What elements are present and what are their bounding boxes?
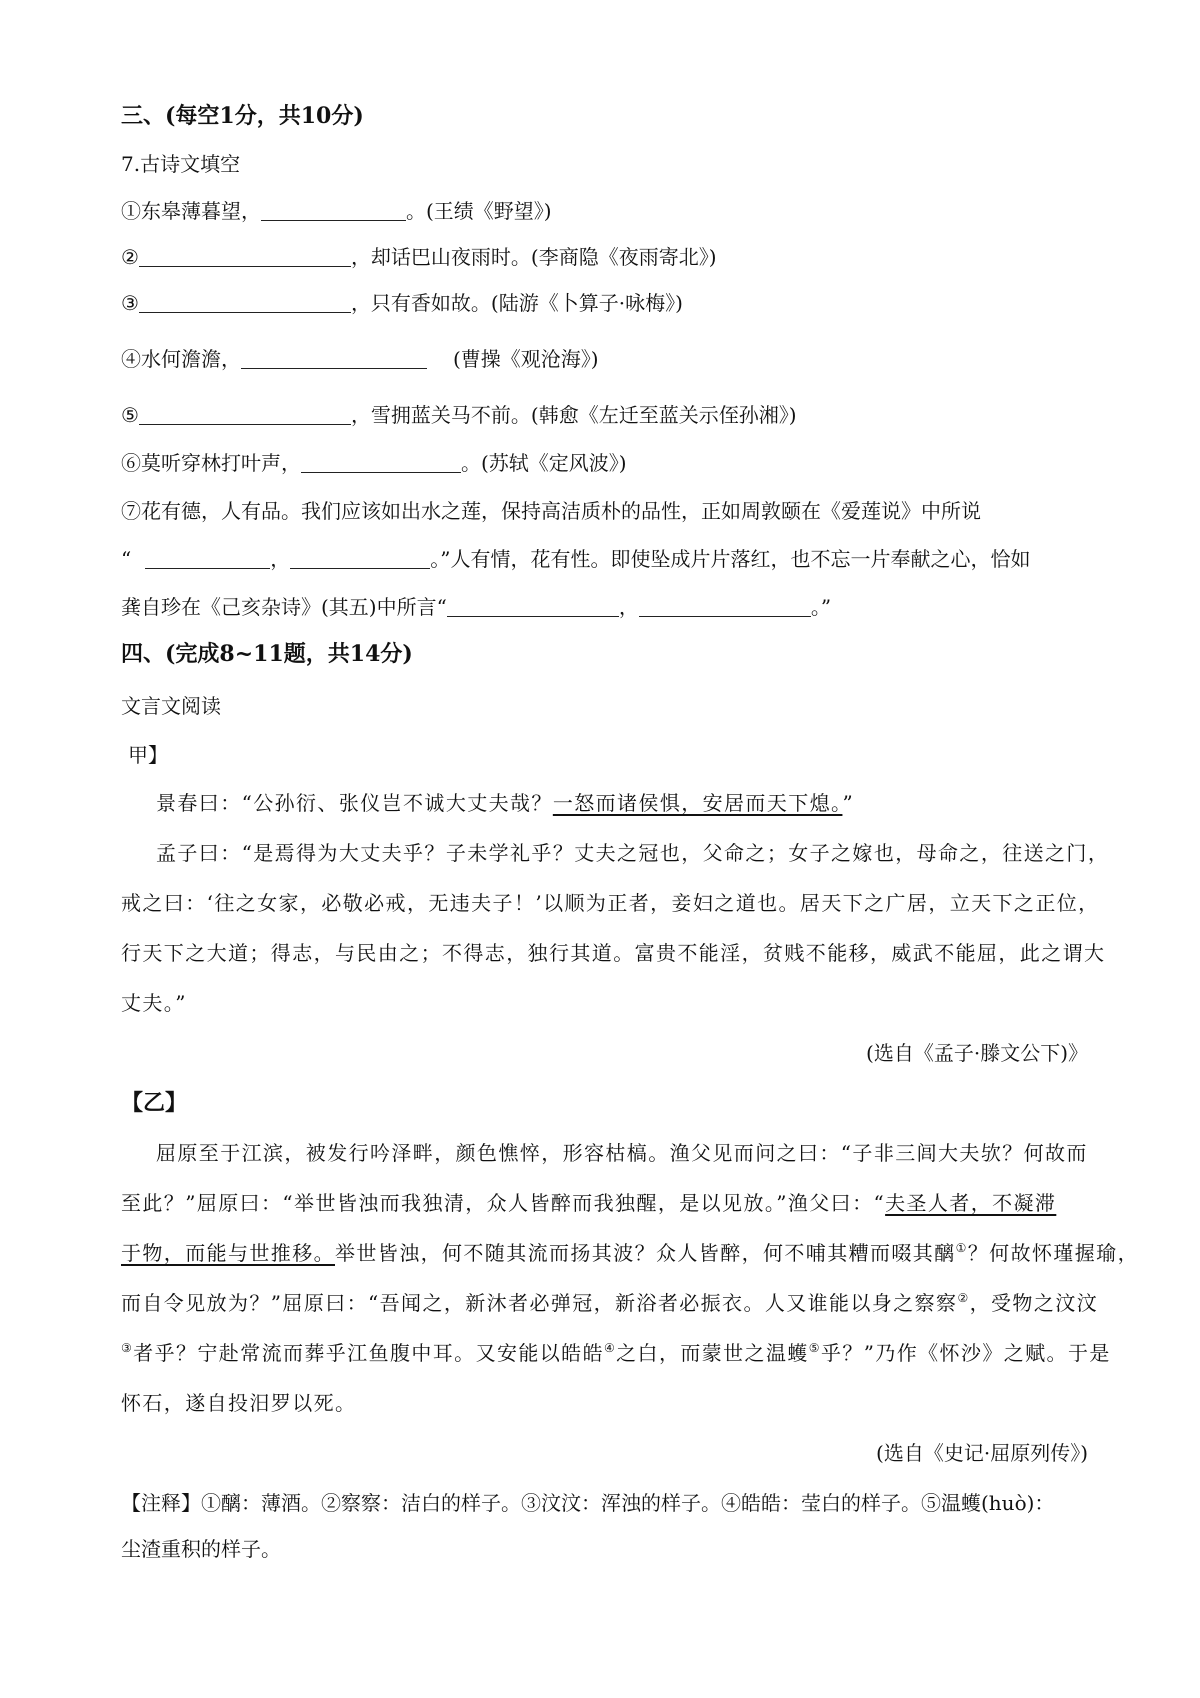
item-num: ② [121, 245, 139, 269]
item-after: (曹操《观沧海》) [453, 347, 599, 371]
yi-line4-after: ，受物之汶汶 [969, 1291, 1099, 1315]
item-after: ，雪拥蓝关马不前。(韩愈《左迁至蓝关示侄孙湘》) [350, 403, 797, 427]
jia-underlined-sentence: 一怒而诸侯惧，安居而天下熄。 [552, 791, 843, 815]
answer-blank[interactable] [139, 246, 351, 267]
yi-line3-tail: ？何故怀瑾握瑜， [967, 1241, 1139, 1265]
footnote-mark: ⑤ [808, 1341, 821, 1355]
item-num: ⑥ [121, 451, 141, 475]
item-after: ，却话巴山夜雨时。(李商隐《夜雨寄北》) [350, 245, 717, 269]
item-before: 东皋薄暮望， [141, 199, 261, 223]
section4-heading: 四、(完成8~11题，共14分) [121, 641, 413, 667]
jia-p2-line: 孟子曰：“是焉得为大丈夫乎？子未学礼乎？丈夫之冠也，父命之；女子之嫁也，母命之，往送之门， [156, 841, 1110, 865]
answer-blank[interactable] [447, 596, 619, 617]
yi-source: (选自《史记·屈原列传》) [876, 1441, 1088, 1465]
q7-title: 7.古诗文填空 [121, 152, 241, 176]
item-num: ⑤ [121, 403, 139, 427]
separator: ， [270, 547, 291, 571]
jia-p2-line: 丈夫。” [121, 991, 187, 1015]
fill-item-2 [121, 244, 717, 270]
jia-paragraph-1 [156, 790, 854, 816]
footnote-mark: ① [955, 1241, 968, 1255]
line-before: 龚自珍在《己亥杂诗》(其五)中所言“ [121, 595, 447, 619]
jia-p1-text: 景春曰：“公孙衍、张仪岂不诚大丈夫哉？ [156, 791, 553, 815]
jia-source: (选自《孟子·滕文公下)》 [866, 1041, 1088, 1065]
item-before: 水何澹澹， [141, 347, 241, 371]
open-quote: “ [121, 547, 132, 571]
answer-blank[interactable] [139, 292, 351, 313]
fill-item-3 [121, 290, 683, 316]
answer-blank[interactable] [261, 200, 406, 221]
yi-line5-a: 者乎？宁赴常流而葬乎江鱼腹中耳。又安能以皓皓 [133, 1341, 604, 1365]
notes-line: 尘渣重积的样子。 [121, 1537, 281, 1561]
yi-line3-text: 举世皆浊，何不随其流而扬其波？众人皆醉，何不哺其糟而啜其醨 [335, 1241, 956, 1265]
line-after: 。” [810, 595, 832, 619]
item-num: ① [121, 199, 141, 223]
notes-line: 【注释】①醨：薄酒。②察察：洁白的样子。③汶汶：浑浊的样子。④皓皓：莹白的样子。⑤温蠖(huò)： [121, 1491, 1055, 1515]
answer-blank[interactable] [241, 348, 427, 369]
section4-subtitle: 文言文阅读 [121, 694, 221, 718]
yi-line [121, 1290, 1098, 1316]
jia-p2-line: 行天下之大道；得志，与民由之；不得志，独行其道。富贵不能淫，贫贱不能移，威武不能屈，此之谓大 [121, 941, 1106, 965]
fill-item-1 [121, 198, 552, 224]
answer-blank[interactable] [301, 452, 461, 473]
fill-item-6 [121, 450, 627, 476]
answer-blank[interactable] [139, 404, 351, 425]
fill-item-7-line2 [121, 546, 1030, 572]
fill-item-4 [121, 346, 599, 372]
yi-line2-text: 至此？”屈原曰：“举世皆浊而我独清，众人皆醉而我独醒，是以见放。”渔父曰：“ [121, 1191, 886, 1215]
item-num: ③ [121, 291, 139, 315]
yi-line5-b: 之白，而蒙世之温蠖 [616, 1341, 809, 1365]
answer-blank[interactable] [290, 548, 430, 569]
answer-blank[interactable] [639, 596, 811, 617]
footnote-mark: ② [957, 1291, 970, 1305]
fill-item-7-line1: ⑦花有德，人有品。我们应该如出水之莲，保持高洁质朴的品性，正如周敦颐在《爱莲说》中所说 [121, 499, 981, 523]
section3-heading: 三、(每空1分，共10分) [121, 103, 364, 129]
yi-line4-text: 而自令见放为？”屈原曰：“吾闻之，新沐者必弹冠，新浴者必振衣。人又谁能以身之察察 [121, 1291, 958, 1315]
separator: ， [618, 595, 639, 619]
item-after: 。(苏轼《定风波》) [461, 451, 627, 475]
jia-label: 甲】 [128, 743, 168, 767]
yi-label: 【乙】 [121, 1090, 188, 1116]
yi-line: 怀石，遂自投汨罗以死。 [121, 1391, 357, 1415]
yi-line [121, 1340, 1111, 1366]
yi-line [121, 1190, 1056, 1216]
answer-blank[interactable] [145, 548, 270, 569]
yi-underlined-sentence: 于物，而能与世推移。 [121, 1241, 335, 1265]
footnote-mark: ④ [603, 1341, 617, 1355]
fill-item-5 [121, 402, 797, 428]
line-after: 。”人有情，花有性。即使坠成片片落红，也不忘一片奉献之心，恰如 [430, 547, 1031, 571]
item-before: 莫听穿林打叶声， [141, 451, 301, 475]
jia-p1-close: ” [842, 791, 855, 815]
item-after: ，只有香如故。(陆游《卜算子·咏梅》) [350, 291, 683, 315]
yi-line5-c: 乎？”乃作《怀沙》之赋。于是 [820, 1341, 1111, 1365]
jia-p2-line: 戒之曰：‘往之女家，必敬必戒，无违夫子！’以顺为正者，妾妇之道也。居天下之广居，立天下之正位， [121, 891, 1100, 915]
item-after: 。(王绩《野望》) [406, 199, 552, 223]
yi-line [121, 1240, 1139, 1266]
yi-underlined-sentence: 夫圣人者，不凝滞 [885, 1191, 1057, 1215]
fill-item-7-line3 [121, 594, 831, 620]
item-num: ④ [121, 347, 141, 371]
footnote-mark: ③ [121, 1341, 134, 1355]
yi-line: 屈原至于江滨，被发行吟泽畔，颜色憔悴，形容枯槁。渔父见而问之曰：“子非三闾大夫欤？何故而 [156, 1141, 1088, 1165]
